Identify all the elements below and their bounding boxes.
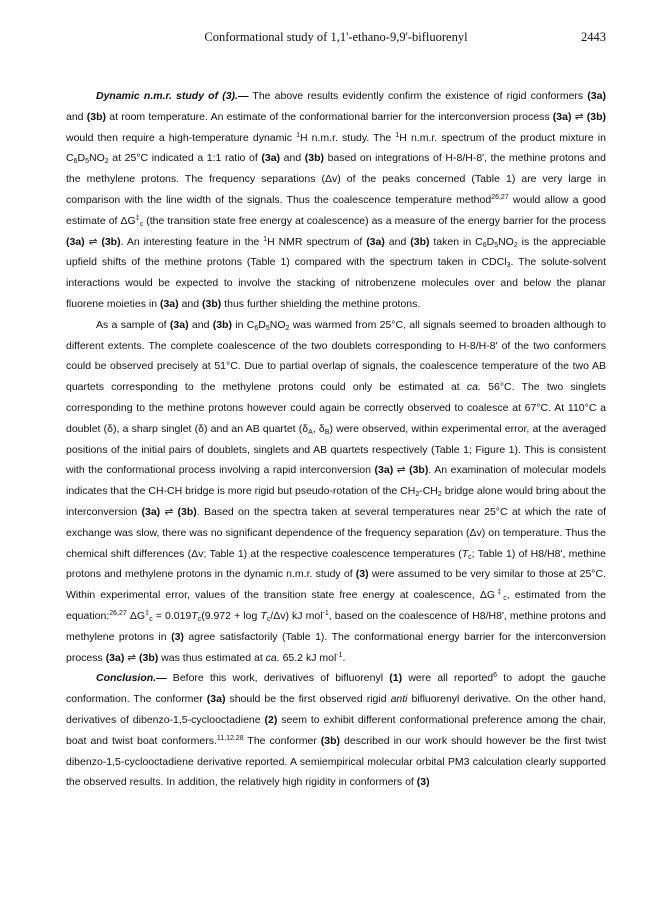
text-run: (the transition state free energy at coalescence) as a measure of the energy barrier for the process <box>143 214 606 227</box>
text-run: H n.m.r. spectrum of the product mixture in C <box>66 131 606 165</box>
subscript: 5 <box>265 324 270 332</box>
equilibrium-arrow: ⇌ <box>393 464 410 477</box>
text-run: thus further shielding the methine protons. <box>221 297 421 310</box>
italic-term: anti <box>390 693 408 706</box>
text-run: H n.m.r. study. The <box>299 131 396 144</box>
compound-ref: (3a) <box>141 505 161 518</box>
abbreviation-ca: ca. <box>466 381 481 394</box>
compound-ref: (3a) <box>66 235 85 248</box>
text-run: in C <box>231 318 255 331</box>
text-run: (9.972 + log <box>201 609 261 622</box>
superscript: ‡ <box>145 609 150 617</box>
citation-ref: 26,27 <box>491 193 509 201</box>
subscript: c <box>266 615 271 623</box>
text-run: . An examination of molecular models indicates that the CH-CH bridge is more rigid but pseudo-rotation of the CH <box>66 464 606 498</box>
text-run: taken in C <box>429 235 483 248</box>
compound-ref: (3) <box>355 568 369 581</box>
text-run: , estimated from the equation: <box>66 589 606 622</box>
compound-ref: (3b) <box>101 235 121 248</box>
compound-ref: (1) <box>389 672 403 685</box>
text-run: The conformer <box>243 734 321 747</box>
compound-ref: (3a) <box>374 464 394 477</box>
text-run: and <box>384 235 411 248</box>
text-run: 56°C. The two singlets corresponding to the methine protons however could again be correctly observed to coalesce at 67°C. At 110°C a doublet (δ), a sharp singlet (δ) and an AB quartet (δ <box>66 381 606 435</box>
variable-tc: T <box>461 547 469 560</box>
superscript: 1 <box>296 131 300 139</box>
text-run: is the appreciable upfield shifts of the methine protons (Table 1) compared with the spectrum taken in CDCl <box>66 235 606 269</box>
text-run: /Δv) kJ mol <box>270 609 323 622</box>
subscript: 2 <box>285 324 290 332</box>
text-run: was warmed from 25°C, all signals seemed to broaden although to different extents. The complete coalescence of the two doublets corresponding to H-8/H-8' of the two conformers could be observed precisely at 51°C. Due to partial overlap of signals, the coalescence temperature of the two AB quartets corresponding to the methylene protons could only be estimated at <box>66 318 606 394</box>
compound-ref: (3b) <box>304 152 325 165</box>
text-run: Before this work, derivatives of bifluorenyl <box>166 672 390 685</box>
subscript: 6 <box>482 241 487 249</box>
compound-ref: (3a) <box>552 110 572 123</box>
equilibrium-arrow: ⇌ <box>124 651 140 664</box>
subscript: 2 <box>513 241 518 249</box>
text-run: D <box>486 235 495 248</box>
text-run: . An interesting feature in the <box>120 235 264 248</box>
subscript: c <box>139 220 144 228</box>
equilibrium-arrow: ⇌ <box>571 110 587 123</box>
text-run: at room temperature. An estimate of the conformational barrier for the interconversion process <box>106 110 553 123</box>
text-run: = 0.019 <box>152 609 192 622</box>
text-run: ) were observed, within experimental error, at the averaged positions of the initial pairs of doublets, singlets and AB quartets respectively (Table 1; Figure 1). This is consistent with the conformational process involving a rapid interconversion <box>66 422 607 477</box>
subscript: c <box>197 615 202 623</box>
text-run: NO <box>498 235 514 248</box>
text-run: to adopt the gauche conformation. The conformer <box>66 672 607 706</box>
paragraph-dynamic-nmr-2 <box>66 315 606 669</box>
subscript: 6 <box>73 158 78 166</box>
superscript: -1 <box>322 609 329 617</box>
text-run: and <box>66 110 87 123</box>
subscript: 5 <box>494 241 499 249</box>
subscript: 2 <box>437 491 442 499</box>
abbreviation-ca: ca. <box>265 651 280 664</box>
text-run: agree satisfactorily (Table 1). The conformational energy barrier for the interconversion process <box>66 630 606 664</box>
citation-ref: 6 <box>493 672 498 680</box>
variable-tc: T <box>260 609 267 622</box>
text-run: bifluorenyl derivative. On the other hand, derivatives of dibenzo-1,5-cyclooctadiene <box>66 693 606 726</box>
text-run: would then require a high-temperature dynamic <box>66 131 297 144</box>
compound-ref: (3a) <box>159 297 179 310</box>
text-run: D <box>258 318 266 331</box>
compound-ref: (3b) <box>409 464 429 477</box>
text-run: -CH <box>419 485 438 498</box>
variable-tc: T <box>191 609 198 622</box>
subscript: 6 <box>254 324 259 332</box>
compound-ref: (3a) <box>206 693 226 706</box>
text-run: . The solute-solvent interactions would be expected to involve the stacking of nitrobenzene molecules over and below the planar fluorene moieties in <box>66 256 606 310</box>
subscript: c <box>468 553 472 561</box>
citation-ref: 26,27 <box>109 609 127 617</box>
subscript: 5 <box>85 158 89 166</box>
compound-ref: (3b) <box>212 318 232 331</box>
article-body <box>66 86 606 793</box>
compound-ref: (3b) <box>586 110 606 123</box>
text-run: and <box>188 318 213 331</box>
text-run: NO <box>269 318 286 331</box>
superscript: -1 <box>336 651 343 659</box>
superscript: ‡ <box>495 589 504 597</box>
superscript: ‡ <box>135 214 140 222</box>
text-run: bridge alone would bring about the interconversion <box>66 485 606 518</box>
section-heading-dynamic-nmr: Dynamic n.m.r. study of (3).— <box>96 90 249 102</box>
paragraph-conclusion <box>66 668 606 793</box>
compound-ref: (3a) <box>261 152 281 165</box>
subscript: A <box>308 428 313 436</box>
text-run: should be the first observed rigid <box>225 693 391 706</box>
text-run: and <box>178 297 203 310</box>
superscript: 1 <box>263 235 268 243</box>
page-number: 2443 <box>581 30 606 44</box>
text-run: at 25°C indicated a 1:1 ratio of <box>108 152 262 165</box>
compound-ref: (2) <box>264 713 278 726</box>
superscript: 1 <box>395 131 400 139</box>
subscript: B <box>324 428 330 436</box>
text-run: and <box>280 152 305 165</box>
text-run: described in our work should however be the first twist dibenzo-1,5-cyclooctadiene derivative reported. A semiempirical molecular orbital PM3 calculation clearly supported the observed results. In addition, the relatively high rigidity in conformers of <box>66 734 606 789</box>
compound-ref: (3b) <box>177 505 197 518</box>
compound-ref: (3a) <box>105 651 125 664</box>
text-run: H NMR spectrum of <box>267 235 367 248</box>
compound-ref: (3a) <box>366 235 385 248</box>
subscript: c <box>503 595 507 603</box>
compound-ref: (3a) <box>169 318 189 331</box>
compound-ref: (3) <box>416 776 430 789</box>
citation-ref: 11,12,28 <box>216 734 244 742</box>
subscript: 2 <box>104 158 109 166</box>
text-run: ; Table 1) of H8/H8', methine protons and methylene protons in the dynamic n.m.r. study of <box>66 547 606 581</box>
equilibrium-arrow: ⇌ <box>160 505 178 518</box>
compound-ref: (3b) <box>139 651 159 664</box>
compound-ref: (3b) <box>202 297 222 310</box>
section-heading-conclusion: Conclusion.— <box>96 672 167 685</box>
text-run: ΔG <box>126 609 146 622</box>
text-run: based on integrations of H-8/H-8', the methine protons and the methylene protons. The frequency separations (Δv) of the peaks concerned (Table 1) are very large in comparison with the line width of the signals. Thus the coalescence temperature method <box>66 152 606 206</box>
text-run: , based on the coalescence of H8/H8', methine protons and methylene protons in <box>66 609 606 643</box>
subscript: 3 <box>506 262 511 270</box>
text-run: , δ <box>312 422 325 435</box>
compound-ref: (3b) <box>320 734 341 747</box>
text-run: D <box>77 152 86 165</box>
compound-ref: (3b) <box>410 235 430 248</box>
subscript: c <box>149 615 153 623</box>
text-run: 65.2 kJ mol <box>279 651 337 664</box>
paragraph-dynamic-nmr-1 <box>66 86 606 315</box>
text-run: was thus estimated at <box>158 651 266 664</box>
text-run: . Based on the spectra taken at several temperatures near 25°C at which the rate of exchange was slow, there was no significant dependence of the frequency separation (Δv) on temperature. Thus the chemical shift differences (Δv; Table 1) at the respective coalescence temperatures ( <box>66 505 606 560</box>
text-run: would allow a good estimate of ΔG <box>66 193 606 227</box>
subscript: 2 <box>415 491 420 499</box>
text-run: NO <box>89 152 105 165</box>
text-run: The above results evidently confirm the existence of rigid conformers <box>248 90 588 102</box>
text-run: seem to exhibit different conformational preference among the chair, boat and twist boat conformers. <box>66 713 607 747</box>
compound-ref: (3b) <box>86 110 107 123</box>
text-run: were all reported <box>402 672 494 685</box>
text-run: . <box>342 651 346 664</box>
text-run: were assumed to be very similar to those at 25°C. Within experimental error, values of the transition state free energy at coalescence, ΔG <box>66 568 606 602</box>
equilibrium-arrow: ⇌ <box>84 235 102 248</box>
running-header <box>66 30 606 46</box>
compound-ref: (3) <box>171 630 184 643</box>
compound-ref: (3a) <box>587 90 606 102</box>
text-run: As a sample of <box>96 318 170 331</box>
running-title: Conformational study of 1,1'-ethano-9,9'-bifluorenyl <box>204 30 468 44</box>
